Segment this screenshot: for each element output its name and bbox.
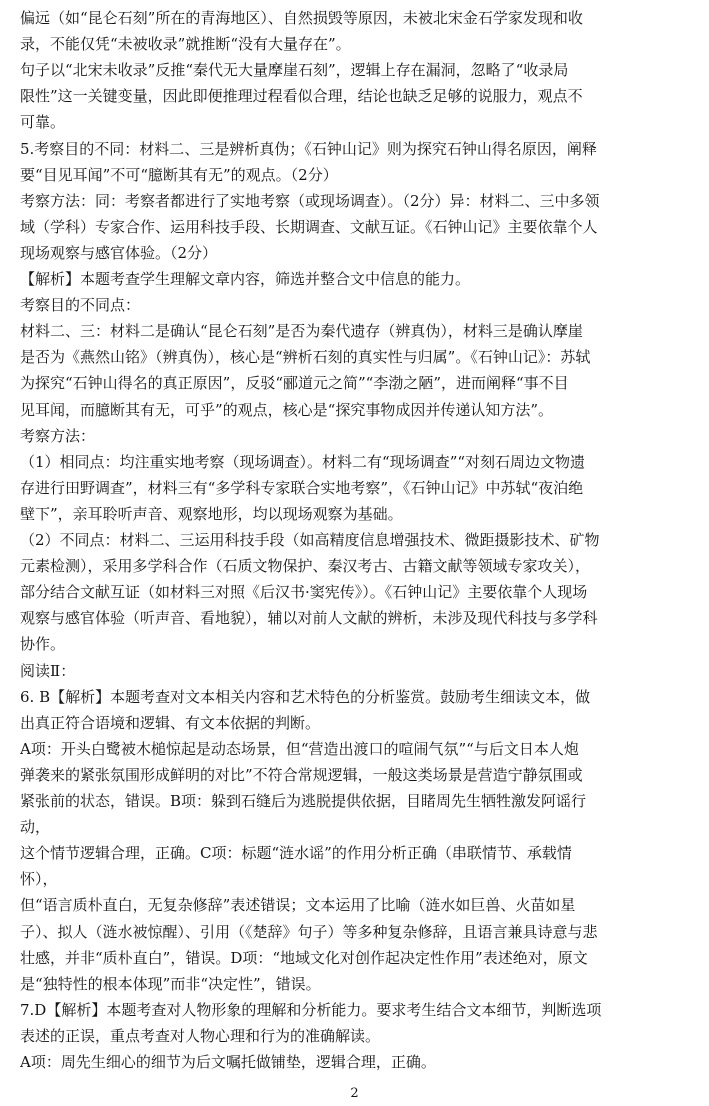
text-line: 元素检测），采用多学科合作（石质文物保护、秦汉考古、古籍文献等领域专家攻关）， [20,557,591,576]
text-line: 部分结合文献互证（如材料三对照《后汉书·窦宪传》）。《石钟山记》主要依靠个人现场 [20,583,588,602]
text-line: 是否为《燕然山铭》（辨真伪），核心是“辨析石刻的真实性与归属”。《石钟山记》：苏轼 [20,348,591,367]
text-line: 6. B【解析】本题考查对文本相关内容和艺术特色的分析鉴赏。鼓励考生细读文本，做 [20,687,591,706]
text-line: 可靠。 [20,113,66,132]
text-line: 壁下”，亲耳聆听声音、观察地形，均以现场观察为基础。 [20,504,403,523]
text-line: 壮感，并非“质朴直白”，错误。D项：“地域文化对创作起决定性作用”表述绝对，原文 [20,948,588,967]
text-line: 材料二、三：材料二是确认“昆仑石刻”是否为秦代遗存（辨真伪），材料三是确认摩崖 [20,322,583,341]
text-line: 存进行田野调查”，材料三有“多学科专家联合实地考察”，《石钟山记》中苏轼“夜泊绝 [20,478,584,497]
text-line: 是“独特性的根本体现”而非“决定性”，错误。 [20,974,321,993]
text-line: 这个情节逻辑合理，正确。C项：标题“涟水谣”的作用分析正确（串联情节、承载情 [20,844,572,863]
page-number: 2 [350,1086,359,1101]
text-line: 弹袭来的紧张氛围形成鲜明的对比”不符合常规逻辑，一般这类场景是营造宁静氛围或 [20,765,583,784]
text-line: （2）不同点：材料二、三运用科技手段（如高精度信息增强技术、微距摄影技术、矿物 [20,531,600,549]
text-line: 协作。 [20,635,66,654]
text-line: 【解析】本题考查学生理解文章内容，筛选并整合文中信息的能力。 [20,270,471,288]
text-line: A项：周先生细心的细节为后文嘱托做铺垫，逻辑合理，正确。 [20,1053,436,1071]
text-line: 怀）， [20,870,58,889]
text-line: 7.D【解析】本题考查对人物形象的理解和分析能力。要求考生结合文本细节，判断选项 [20,1000,602,1019]
text-line: 为探究“石钟山得名的真正原因”，反驳“郦道元之简”“李渤之陋”，进而阐释“事不目 [20,374,569,393]
text-line: （1）相同点：均注重实地考察（现场调查）。材料二有“现场调查”“对刻石周边文物遗 [20,452,586,471]
text-line: 见耳闻，而臆断其有无，可乎”的观点，核心是“探究事物成因并传递认知方法”。 [20,400,554,419]
text-line: 要“目见耳闻”不可“臆断其有无”的观点。（2分） [20,165,338,184]
text-line: 限性”这一关键变量，因此即便推理过程看似合理，结论也缺乏足够的说服力，观点不 [20,87,583,106]
text-line: 录，不能仅凭“未被收录”就推断“没有大量存在”。 [20,35,351,54]
text-line: 紧张前的状态，错误。B项：躲到石缝后为逃脱提供依据，目睹周先生牺牲激发阿谣行 [20,792,587,810]
text-line: 出真正符合语境和逻辑、有文本依据的判断。 [20,713,321,732]
text-line: 但“语言质朴直白，无复杂修辞”表述错误；文本运用了比喻（涟水如巨兽、火苗如星 [20,896,576,915]
text-line: 现场观察与感官体验。（2分） [20,243,218,262]
text-line: 考察目的不同点： [20,296,141,315]
text-line: 5.考察目的不同：材料二、三是辨析真伪；《石钟山记》则为探究石钟山得名原因，阐释 [20,139,597,158]
text-line: 考察方法： [20,426,96,445]
text-line: 偏远（如“昆仑石刻”所在的青海地区）、自然损毁等原因，未被北宋金石学家发现和收 [20,9,583,27]
text-line: 考察方法：同：考察者都进行了实地考察（或现场调查）。（2分）异：材料二、三中多领 [20,191,600,210]
text-line: 观察与感官体验（听声音、看地貌），辅以对前人文献的辨析，未涉及现代科技与多学科 [20,609,598,628]
text-line: A项：开头白鹭被木槌惊起是动态场景，但“营造出渡口的喧闹气氛”“与后文日本人炮 [20,739,579,758]
text-line: 句子以“北宋未收录”反推“秦代无大量摩崖石刻”，逻辑上存在漏洞，忽略了“收录局 [20,61,569,80]
text-line: 阅读Ⅱ： [20,661,76,680]
text-line: 子）、拟人（涟水被惊醒）、引用（《楚辞》句子）等多种复杂修辞，且语言兼具诗意与悲 [20,922,598,941]
text-line: 域（学科）专家合作、运用科技手段、长期调查、文献互证。《石钟山记》主要依靠个人 [20,217,598,236]
text-line: 动， [20,818,51,837]
text-line: 表述的正误，重点考查对人物心理和行为的准确解读。 [20,1026,381,1045]
